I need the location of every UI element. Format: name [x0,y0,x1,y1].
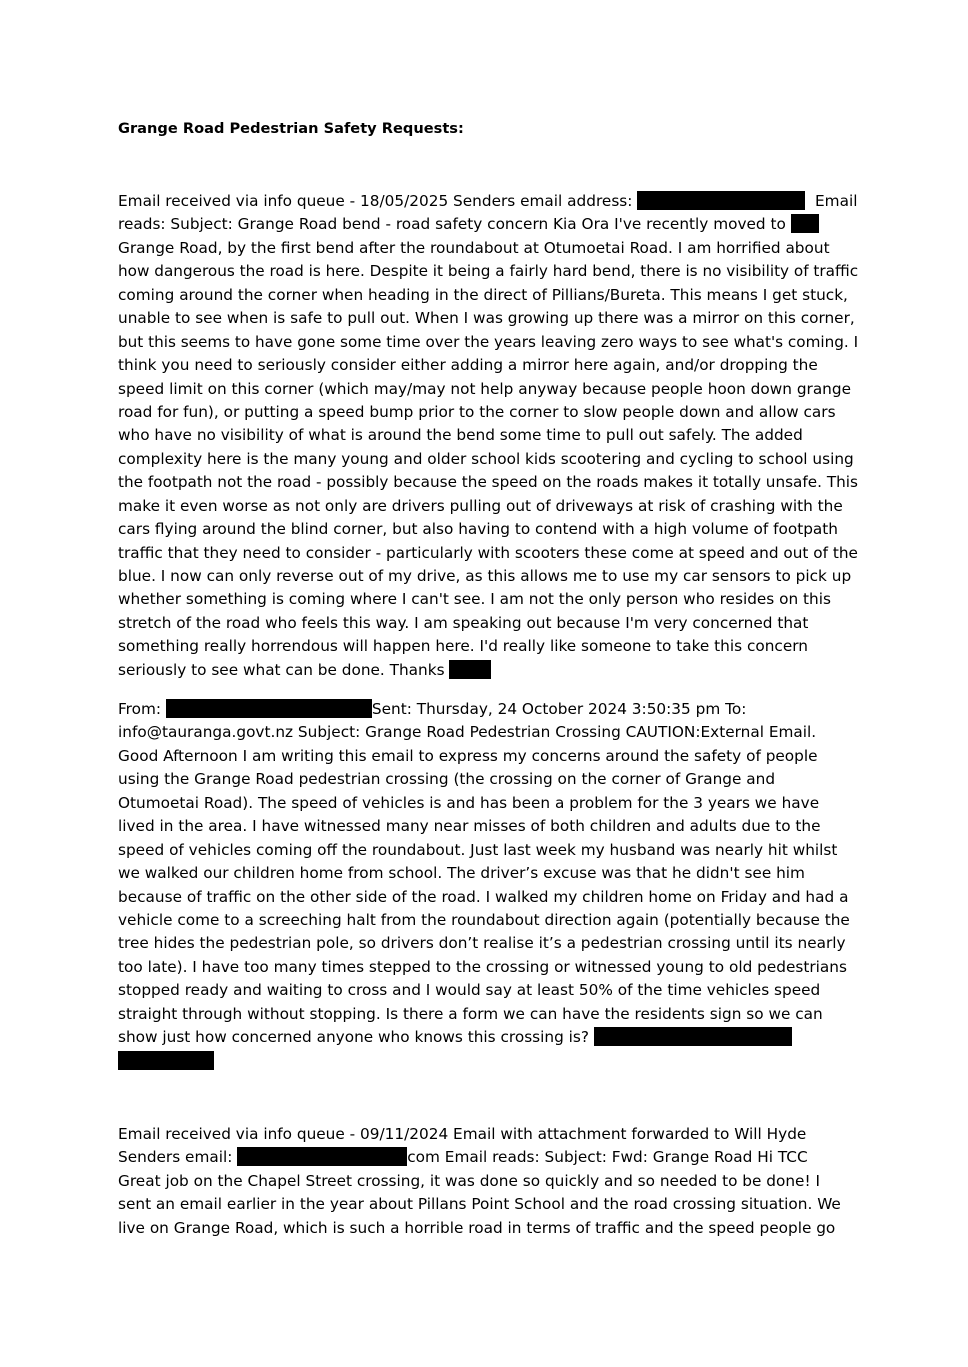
text-line [118,1026,858,1049]
text-line: Email received via info queue - 09/11/2024 Email with attachment forwarded to Will Hyde [118,1125,807,1143]
text-line: we walked our children home from school. The driver’s excuse was that he didn't see him [118,864,805,883]
text-line: straight through without stopping. Is there a form we can have the residents sign so we can [118,1004,823,1023]
text-line: using the Grange Road pedestrian crossing (the crossing on the corner of Grange and [118,770,776,789]
redaction-bar [118,1051,214,1070]
text-segment: Email received via info queue - 18/05/2025 Senders email address: [118,192,638,210]
redaction-bar [791,214,819,233]
text-line: unable to see when is safe to pull out. When I was growing up there was a mirror on this corner, [118,309,855,328]
text-line: coming around the corner when heading in the direct of Pillians/Bureta. This means I get stuck, [118,285,848,304]
text-segment: seriously to see what can be done. Thanks [118,660,450,679]
text-segment: show just how concerned anyone who knows this crossing is? [118,1028,594,1047]
redaction-bar [594,1027,792,1046]
text-line: the footpath not the road - possibly because the speed on the roads makes it totally unsafe. This [118,473,858,492]
redaction-bar [166,699,372,718]
text-line: speed of vehicles coming off the roundabout. Just last week my husband was nearly hit whilst [118,840,838,859]
email-block-2 [118,698,858,1073]
redaction-bar [449,660,491,679]
text-line [118,698,858,721]
email-block-1 [118,190,858,682]
text-line [118,659,858,682]
text-line: something really horrendous will happen here. I'd really like someone to take this concern [118,637,808,656]
text-line: cars flying around the blind corner, but also having to contend with a high volume of footpath [118,520,838,539]
text-line [118,213,858,236]
text-line: Otumoetai Road). The speed of vehicles is and has been a problem for the 3 years we have [118,793,820,812]
text-line [118,1050,858,1073]
redaction-bar [637,191,805,210]
redaction-bar [237,1147,407,1166]
text-line: tree hides the pedestrian pole, so drivers don’t realise it’s a pedestrian crossing until its nearly [118,934,846,953]
text-line: stopped ready and waiting to cross and I would say at least 50% of the time vehicles speed [118,981,821,1000]
text-segment: reads: Subject: Grange Road bend - road safety concern Kia Ora I've recently moved to [118,215,791,234]
text-line: road for fun), or putting a speed bump prior to the corner to slow people down and allow cars [118,402,836,421]
text-line: Great job on the Chapel Street crossing, it was done so quickly and so needed to be done! I [118,1171,820,1190]
text-line: complexity here is the many young and older school kids scootering and cycling to school using [118,449,854,468]
text-line: Good Afternoon I am writing this email to express my concerns around the safety of people [118,746,818,765]
text-line: how dangerous the road is here. Despite it being a fairly hard bend, there is no visibility of traffic [118,262,859,281]
text-line: stretch of the road who feels this way. I am speaking out because I'm very concerned that [118,613,809,632]
text-segment: com Email reads: Subject: Fwd: Grange Road Hi TCC [407,1148,808,1167]
text-line: think you need to seriously consider either adding a mirror here again, and/or dropping the [118,356,818,375]
text-line: vehicle come to a screeching halt from the roundabout direction again (potentially because the [118,910,850,929]
text-line: lived in the area. I have witnessed many near misses of both children and adults due to the [118,817,821,836]
text-line: speed limit on this corner (which may/may not help anyway because people hoon down grange [118,379,852,398]
text-line [118,190,858,213]
text-line: but this seems to have gone some time over the years leaving zero ways to see what's coming. I [118,332,859,351]
document-title: Grange Road Pedestrian Safety Requests: [118,120,464,137]
text-line [118,1146,858,1169]
text-line: too late). I have too many times stepped to the crossing or witnessed young to old pedestrians [118,957,847,976]
text-segment: Sent: Thursday, 24 October 2024 3:50:35 pm To: [371,700,747,718]
text-line: who have no visibility of what is around the bend some time to pull out safely. The added [118,426,803,445]
text-line: make it even worse as not only are drivers pulling out of driveways at risk of crashing with the [118,496,843,515]
text-line: whether something is coming where I can't see. I am not the only person who resides on this [118,590,831,609]
text-line: Grange Road, by the first bend after the roundabout at Otumoetai Road. I am horrified about [118,238,830,257]
text-line: live on Grange Road, which is such a horrible road in terms of traffic and the speed people go [118,1218,836,1237]
text-line: blue. I now can only reverse out of my drive, as this allows me to use my car sensors to pick up [118,567,852,585]
text-line: traffic that they need to consider - particularly with scooters these come at speed and out of the [118,543,858,562]
text-segment: Senders email: [118,1148,238,1167]
text-line: info@tauranga.govt.nz Subject: Grange Road Pedestrian Crossing CAUTION:External Email. [118,723,817,742]
text-segment: Email [815,192,858,210]
text-line: because of traffic on the other side of the road. I walked my children home on Friday and had a [118,887,849,906]
text-segment: From: [118,700,166,718]
text-line: sent an email earlier in the year about Pillans Point School and the road crossing situation. We [118,1195,841,1214]
email-block-3 [118,1123,858,1240]
